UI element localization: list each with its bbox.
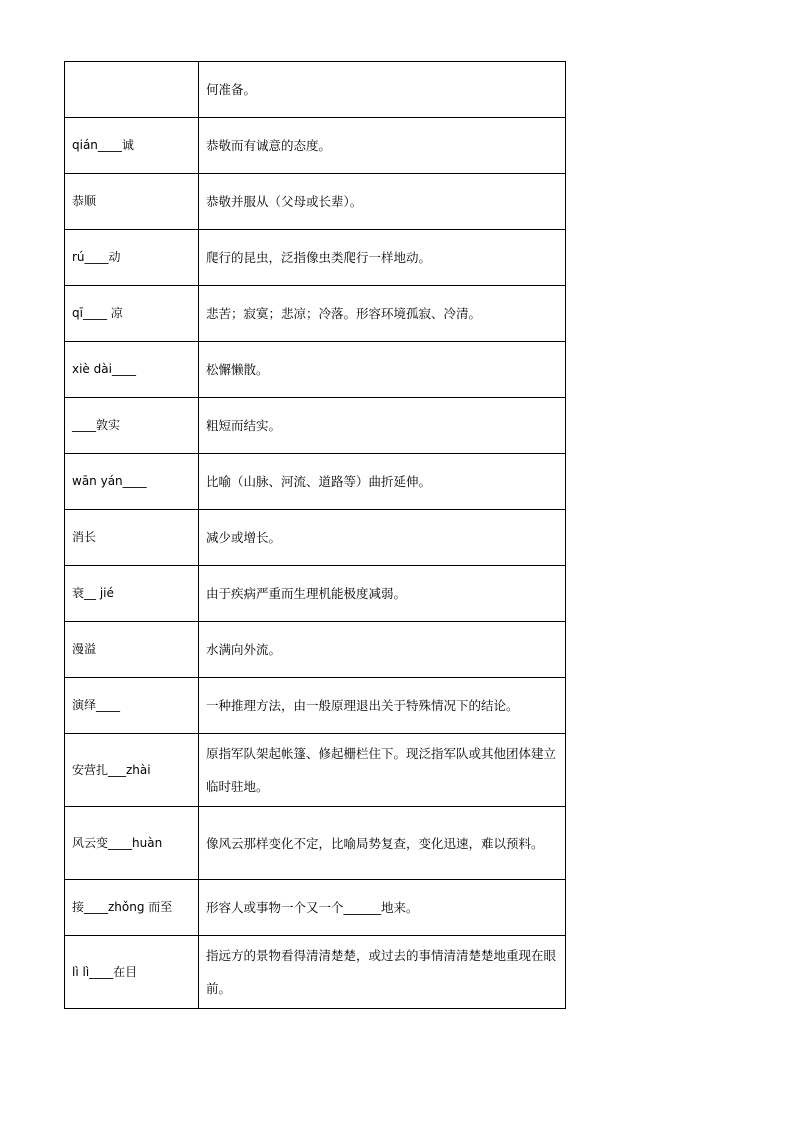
definition-cell: 恭敬并服从（父母或长辈）。 (199, 174, 566, 230)
term-cell (65, 62, 199, 118)
definition-cell: 何准备。 (199, 62, 566, 118)
definition-cell: 比喻（山脉、河流、道路等）曲折延伸。 (199, 454, 566, 510)
table-row (65, 807, 566, 880)
definition-cell: 恭敬而有诚意的态度。 (199, 118, 566, 174)
definition-cell: 一种推理方法，由一般原理退出关于特殊情况下的结论。 (199, 678, 566, 734)
term-cell: 安营扎___zhài (65, 734, 199, 807)
definition-cell: 形容人或事物一个又一个______地来。 (199, 880, 566, 936)
term-cell: 漫溢 (65, 622, 199, 678)
definition-cell: 原指军队架起帐篷、修起栅栏住下。现泛指军队或其他团体建立临时驻地。 (199, 734, 566, 807)
term-cell: 风云变____huàn (65, 807, 199, 880)
term-cell: qī____ 凉 (65, 286, 199, 342)
table-row (65, 678, 566, 734)
definition-cell: 像风云那样变化不定，比喻局势复查，变化迅速，难以预料。 (199, 807, 566, 880)
definition-cell: 减少或增长。 (199, 510, 566, 566)
definition-cell: 指远方的景物看得清清楚楚，或过去的事情清清楚楚地重现在眼前。 (199, 936, 566, 1009)
definition-cell: 粗短而结实。 (199, 398, 566, 454)
table-row (65, 936, 566, 1009)
term-cell: 接____zhǒng 而至 (65, 880, 199, 936)
vocabulary-table (64, 61, 566, 1009)
table-row (65, 118, 566, 174)
term-cell: xiè dài____ (65, 342, 199, 398)
table-row (65, 286, 566, 342)
definition-cell: 悲苦；寂寞；悲凉；冷落。形容环境孤寂、冷清。 (199, 286, 566, 342)
term-cell: lì lì____在目 (65, 936, 199, 1009)
term-cell: 衰__ jié (65, 566, 199, 622)
term-cell: 恭顺 (65, 174, 199, 230)
table-row (65, 734, 566, 807)
definition-cell: 水满向外流。 (199, 622, 566, 678)
table-row (65, 510, 566, 566)
table-row (65, 230, 566, 286)
vocabulary-table-body (65, 62, 566, 1009)
table-row (65, 454, 566, 510)
table-row (65, 174, 566, 230)
definition-cell: 爬行的昆虫，泛指像虫类爬行一样地动。 (199, 230, 566, 286)
term-cell: ____敦实 (65, 398, 199, 454)
term-cell: 消长 (65, 510, 199, 566)
definition-cell: 松懈懒散。 (199, 342, 566, 398)
table-row (65, 342, 566, 398)
table-row (65, 622, 566, 678)
table-row (65, 566, 566, 622)
term-cell: rú____动 (65, 230, 199, 286)
definition-cell: 由于疾病严重而生理机能极度减弱。 (199, 566, 566, 622)
table-row (65, 398, 566, 454)
table-row (65, 880, 566, 936)
table-row (65, 62, 566, 118)
term-cell: wān yán____ (65, 454, 199, 510)
term-cell: qián____诚 (65, 118, 199, 174)
term-cell: 演绎____ (65, 678, 199, 734)
